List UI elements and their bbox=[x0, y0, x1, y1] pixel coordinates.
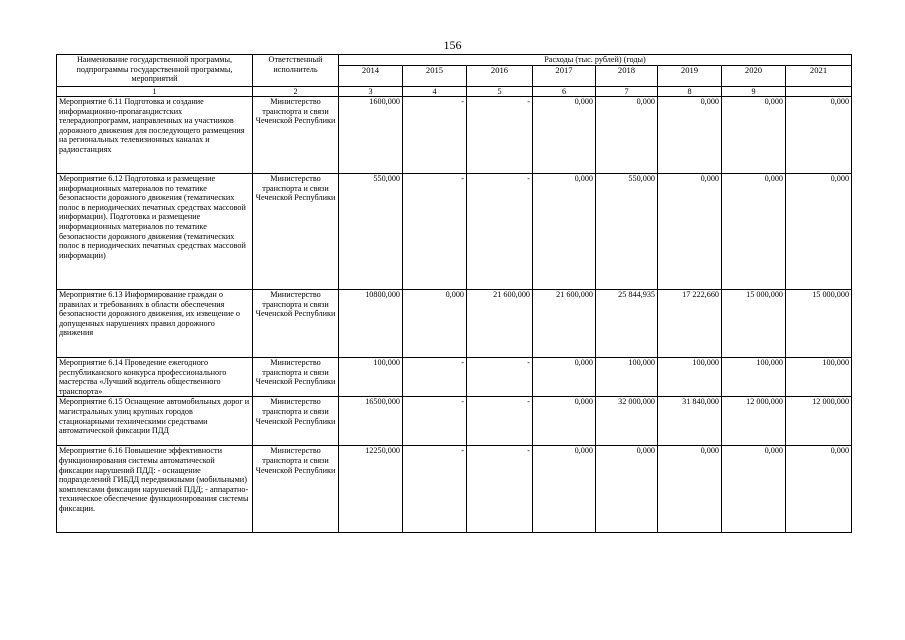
responsible-executor: Министерство транспорта и связи Чеченской Республики bbox=[253, 446, 339, 533]
expense-value: - bbox=[467, 174, 533, 290]
column-number-row bbox=[57, 87, 852, 97]
table-row bbox=[57, 358, 852, 397]
responsible-executor: Министерство транспорта и связи Чеченской Республики bbox=[253, 97, 339, 174]
measure-name: Мероприятие 6.15 Оснащение автомобильных дорог и магистральных улиц крупных городов стационарными техническими средствами автоматической фиксации ПДД bbox=[57, 397, 253, 446]
expense-value: - bbox=[403, 397, 467, 446]
measure-name: Мероприятие 6.11 Подготовка и создание информационно-пропагандистских телерадиопрограмм, направленных на участников дорожного движения для последующего размещения на региональных телевизионных каналах и радиостанциях bbox=[57, 97, 253, 174]
expense-value: - bbox=[403, 446, 467, 533]
table-row bbox=[57, 446, 852, 533]
expense-value: 15 000,000 bbox=[722, 290, 786, 358]
column-number: 6 bbox=[533, 87, 596, 97]
expense-value: - bbox=[467, 97, 533, 174]
expense-value: 0,000 bbox=[786, 97, 852, 174]
expense-value: - bbox=[467, 397, 533, 446]
expense-value: 0,000 bbox=[596, 446, 658, 533]
responsible-executor: Министерство транспорта и связи Чеченской Республики bbox=[253, 174, 339, 290]
header-year: 2015 bbox=[403, 66, 467, 87]
column-number: 3 bbox=[339, 87, 403, 97]
header-year: 2018 bbox=[596, 66, 658, 87]
expense-value: 100,000 bbox=[722, 358, 786, 397]
expense-value: 15 000,000 bbox=[786, 290, 852, 358]
column-number: 1 bbox=[57, 87, 253, 97]
expense-value: 21 600,000 bbox=[467, 290, 533, 358]
expense-value: - bbox=[467, 446, 533, 533]
column-number bbox=[786, 87, 852, 97]
expense-value: 12250,000 bbox=[339, 446, 403, 533]
responsible-executor: Министерство транспорта и связи Чеченской Республики bbox=[253, 290, 339, 358]
expense-value: 0,000 bbox=[786, 446, 852, 533]
budget-table bbox=[56, 54, 852, 533]
expense-value: 12 000,000 bbox=[786, 397, 852, 446]
responsible-executor: Министерство транспорта и связи Чеченской Республики bbox=[253, 397, 339, 446]
expense-value: 100,000 bbox=[658, 358, 722, 397]
column-number: 8 bbox=[658, 87, 722, 97]
expense-value: 100,000 bbox=[786, 358, 852, 397]
expense-value: 0,000 bbox=[533, 358, 596, 397]
expense-value: 0,000 bbox=[533, 174, 596, 290]
expense-value: 0,000 bbox=[533, 397, 596, 446]
expense-value: 0,000 bbox=[403, 290, 467, 358]
expense-value: 0,000 bbox=[722, 446, 786, 533]
table-row bbox=[57, 397, 852, 446]
expense-value: 32 000,000 bbox=[596, 397, 658, 446]
expense-value: - bbox=[403, 174, 467, 290]
header-expenses: Расходы (тыс. рублей) (годы) bbox=[339, 55, 852, 66]
table-row bbox=[57, 97, 852, 174]
column-number: 9 bbox=[722, 87, 786, 97]
column-number: 4 bbox=[403, 87, 467, 97]
expense-value: 0,000 bbox=[658, 446, 722, 533]
header-year: 2021 bbox=[786, 66, 852, 87]
expense-value: 550,000 bbox=[596, 174, 658, 290]
column-number: 5 bbox=[467, 87, 533, 97]
expense-value: - bbox=[403, 358, 467, 397]
expense-value: 550,000 bbox=[339, 174, 403, 290]
responsible-executor: Министерство транспорта и связи Чеченской Республики bbox=[253, 358, 339, 397]
expense-value: 0,000 bbox=[658, 174, 722, 290]
expense-value: - bbox=[403, 97, 467, 174]
expense-value: 0,000 bbox=[722, 174, 786, 290]
expense-value: 1600,000 bbox=[339, 97, 403, 174]
table-row bbox=[57, 290, 852, 358]
expense-value: 17 222,660 bbox=[658, 290, 722, 358]
expense-value: 0,000 bbox=[533, 446, 596, 533]
header-name: Наименование государственной программы, подпрограммы государственной программы, мероприятий bbox=[57, 55, 253, 87]
column-number: 2 bbox=[253, 87, 339, 97]
measure-name: Мероприятие 6.16 Повышение эффективности функционирования системы автоматической фиксации нарушений ПДД: - оснащение подразделений ГИБДД передвижными (мобильными) комплексами фиксации нарушений ПДД; - аппаратно-техническое обеспечение функционирования системы фиксации. bbox=[57, 446, 253, 533]
expense-value: 0,000 bbox=[533, 97, 596, 174]
expense-value: 0,000 bbox=[658, 97, 722, 174]
header-year: 2019 bbox=[658, 66, 722, 87]
expense-value: 12 000,000 bbox=[722, 397, 786, 446]
header-year: 2017 bbox=[533, 66, 596, 87]
column-number: 7 bbox=[596, 87, 658, 97]
table-row bbox=[57, 174, 852, 290]
expense-value: 21 600,000 bbox=[533, 290, 596, 358]
header-year: 2016 bbox=[467, 66, 533, 87]
header-year: 2020 bbox=[722, 66, 786, 87]
measure-name: Мероприятие 6.13 Информирование граждан о правилах и требованиях в области обеспечения безопасности дорожного движения, их извещение о допущенных нарушениях правил дорожного движения bbox=[57, 290, 253, 358]
measure-name: Мероприятие 6.12 Подготовка и размещение информационных материалов по тематике безопасности дорожного движения (тематических полос в периодических печатных средствах массовой информации). Подготовка и размещение информационных материалов по тематике безопасности дорожного движения (тематических полос в периодических печатных средствах массовой информации) bbox=[57, 174, 253, 290]
expense-value: 0,000 bbox=[722, 97, 786, 174]
expense-value: 100,000 bbox=[596, 358, 658, 397]
expense-value: 0,000 bbox=[786, 174, 852, 290]
header-executor: Ответственный исполнитель bbox=[253, 55, 339, 87]
expense-value: 31 840,000 bbox=[658, 397, 722, 446]
expense-value: 25 844,935 bbox=[596, 290, 658, 358]
expense-value: 100,000 bbox=[339, 358, 403, 397]
expense-value: 16500,000 bbox=[339, 397, 403, 446]
expense-value: 0,000 bbox=[596, 97, 658, 174]
header-row bbox=[57, 55, 852, 66]
header-year: 2014 bbox=[339, 66, 403, 87]
expense-value: 10800,000 bbox=[339, 290, 403, 358]
page-number: 156 bbox=[443, 38, 462, 52]
measure-name: Мероприятие 6.14 Проведение ежегодного республиканского конкурса профессионального мастерства «Лучший водитель общественного транспорта» bbox=[57, 358, 253, 397]
expense-value: - bbox=[467, 358, 533, 397]
